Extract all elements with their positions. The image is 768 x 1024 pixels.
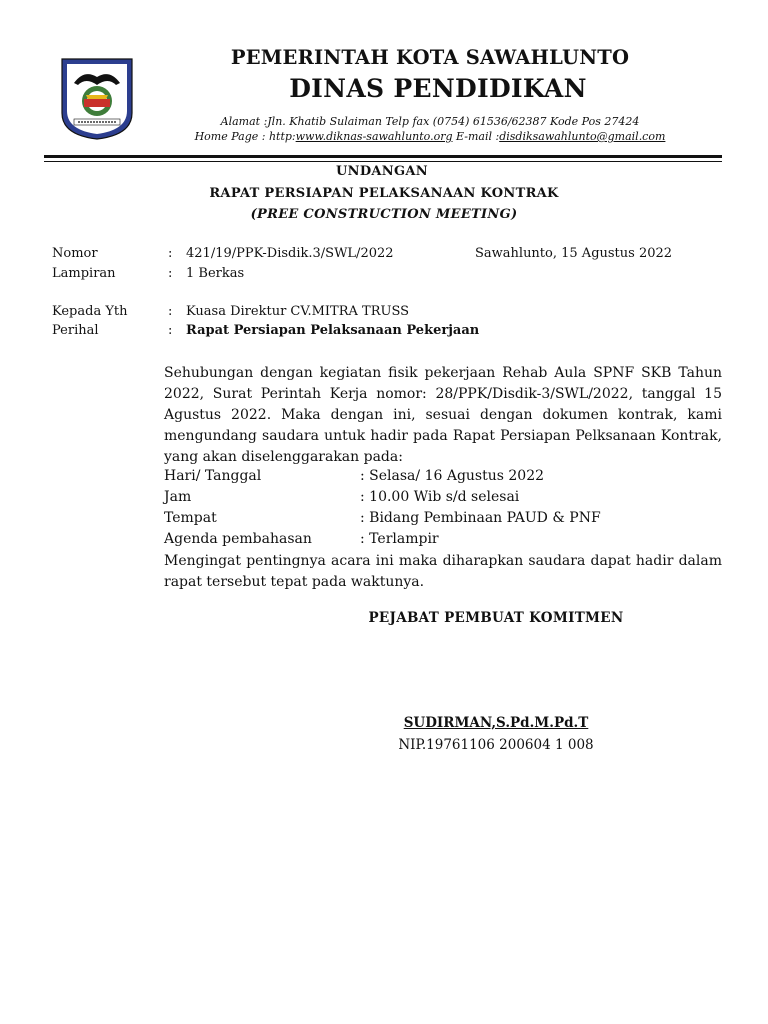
document-title: RAPAT PERSIAPAN PELAKSANAAN KONTRAK — [209, 186, 559, 201]
perihal-value: Rapat Persiapan Pelaksanaan Pekerjaan — [186, 323, 480, 338]
body-paragraph: Sehubungan dengan kegiatan fisik pekerjaan Rehab Aula SPNF SKB Tahun 2022, Surat Perintah Kerja nomor: 28/PPK/Disdik-3/SWL/2022, tanggal 15 Agustus 2022. Maka dengan ini, sesuai dengan dokumen kontrak, kami mengundang saudara untuk hadir pada Rapat Persiapan Pelksanaan Kontrak, yang akan diselenggarakan pada: — [164, 365, 722, 465]
kepada-label: Kepada Yth — [52, 304, 128, 319]
detail-value: : 10.00 Wib s/d selesai — [360, 489, 520, 505]
document-type: UNDANGAN — [336, 164, 428, 179]
signatory-nip: NIP.19761106 200604 1 008 — [398, 737, 594, 753]
email-label: E-mail : — [452, 130, 500, 143]
document-subtitle: (PREE CONSTRUCTION MEETING) — [250, 207, 518, 222]
letterhead-address: Alamat :Jln. Khatib Sulaiman Telp fax (0754) 61536/62387 Kode Pos 27424 — [220, 115, 640, 128]
detail-value: : Selasa/ 16 Agustus 2022 — [360, 468, 545, 484]
detail-value: : Bidang Pembinaan PAUD & PNF — [360, 510, 601, 526]
kepada-value: Kuasa Direktur CV.MITRA TRUSS — [186, 304, 410, 319]
perihal-label: Perihal — [52, 323, 99, 338]
detail-label: Hari/ Tanggal — [164, 468, 262, 484]
signatory-name: SUDIRMAN,S.Pd.M.Pd.T — [403, 715, 589, 731]
nomor-separator: : — [168, 246, 173, 261]
letterhead-contacts — [0, 130, 768, 143]
signatory-title: PEJABAT PEMBUAT KOMITMEN — [368, 610, 624, 626]
detail-label: Jam — [164, 489, 192, 505]
lampiran-label: Lampiran — [52, 266, 116, 281]
kepada-separator: : — [168, 304, 173, 319]
email-link[interactable]: disdiksawahlunto@gmail.com — [499, 130, 666, 143]
closing-paragraph: Mengingat pentingnya acara ini maka diharapkan saudara dapat hadir dalam rapat tersebut tepat pada waktunya. — [164, 553, 722, 590]
letterhead-rule-thick — [44, 155, 722, 158]
homepage-label: Home Page : http: — [194, 130, 296, 143]
detail-label: Agenda pembahasan — [164, 531, 312, 547]
place-date: Sawahlunto, 15 Agustus 2022 — [475, 246, 673, 261]
nomor-label: Nomor — [52, 246, 98, 261]
lampiran-separator: : — [168, 266, 173, 281]
letterhead-agency: DINAS PENDIDIKAN — [289, 74, 587, 103]
nomor-value: 421/19/PPK-Disdik.3/SWL/2022 — [186, 246, 394, 261]
homepage-link[interactable]: www.diknas-sawahlunto.org — [295, 130, 453, 143]
detail-value: : Terlampir — [360, 531, 439, 547]
lampiran-value: 1 Berkas — [186, 266, 245, 281]
letterhead-government: PEMERINTAH KOTA SAWAHLUNTO — [230, 46, 630, 69]
perihal-separator: : — [168, 323, 173, 338]
letterhead-rule-thin — [44, 161, 722, 162]
detail-label: Tempat — [164, 510, 217, 526]
